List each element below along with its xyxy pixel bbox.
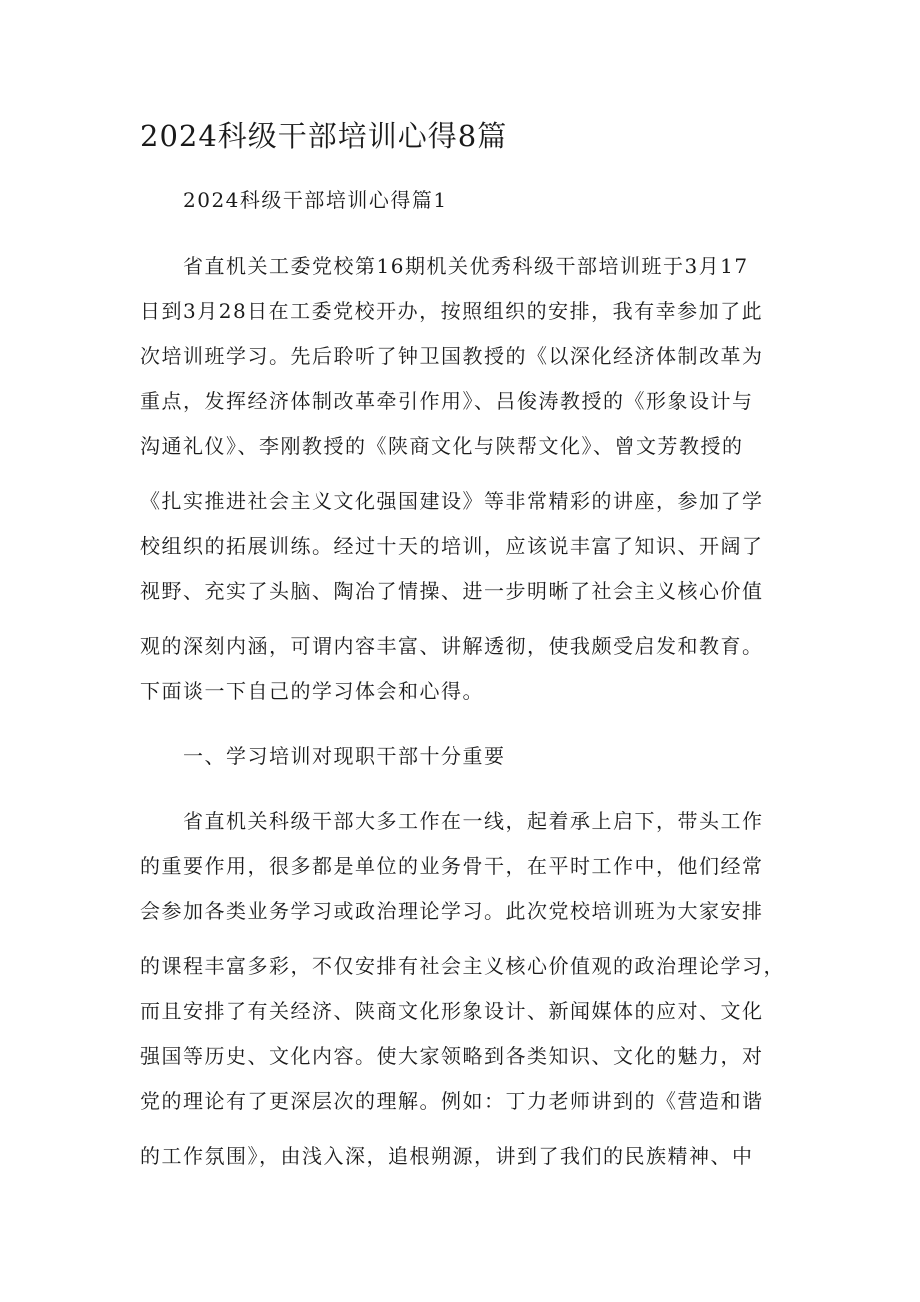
paragraph-line: 视野、充实了头脑、陶冶了情操、进一步明晰了社会主义核心价值 (140, 579, 764, 603)
subtitle: 2024科级干部培训心得篇1 (183, 188, 448, 212)
paragraph-line: 省直机关工委党校第16期机关优秀科级干部培训班于3月17 (183, 254, 749, 278)
paragraph-line: 的重要作用，很多都是单位的业务骨干，在平时工作中，他们经常 (140, 854, 764, 878)
paragraph-line: 沟通礼仪》、李刚教授的《陕商文化与陕帮文化》、曾文芳教授的 (140, 434, 744, 458)
paragraph-line: 校组织的拓展训练。经过十天的培训，应该说丰富了知识、开阔了 (140, 534, 764, 558)
paragraph-line: 党的理论有了更深层次的理解。例如：丁力老师讲到的《营造和谐 (140, 1089, 764, 1113)
document-title: 2024科级干部培训心得8篇 (140, 119, 508, 153)
paragraph-line: 《扎实推进社会主义文化强国建设》等非常精彩的讲座，参加了学 (140, 489, 764, 513)
paragraph-line: 强国等历史、文化内容。使大家领略到各类知识、文化的魅力，对 (140, 1044, 764, 1068)
section-heading: 一、学习培训对现职干部十分重要 (183, 744, 506, 768)
paragraph-line: 的工作氛围》，由浅入深，追根朔源，讲到了我们的民族精神、中 (140, 1144, 754, 1168)
paragraph-line: 会参加各类业务学习或政治理论学习。此次党校培训班为大家安排 (140, 899, 764, 923)
paragraph-line: 重点，发挥经济体制改革牵引作用》、吕俊涛教授的《形象设计与 (140, 389, 754, 413)
paragraph-line: 下面谈一下自己的学习体会和心得。 (140, 679, 484, 703)
paragraph-line: 而且安排了有关经济、陕商文化形象设计、新闻媒体的应对、文化 (140, 999, 764, 1023)
paragraph-line: 省直机关科级干部大多工作在一线，起着承上启下，带头工作 (183, 809, 764, 833)
paragraph-line: 日到3月28日在工委党校开办，按照组织的安排，我有幸参加了此 (140, 299, 764, 323)
paragraph-line: 的课程丰富多彩，不仅安排有社会主义核心价值观的政治理论学习， (140, 954, 785, 978)
paragraph-line: 观的深刻内涵，可谓内容丰富、讲解透彻，使我颇受启发和教育。 (140, 634, 764, 658)
paragraph-line: 次培训班学习。先后聆听了钟卫国教授的《以深化经济体制改革为 (140, 344, 764, 368)
